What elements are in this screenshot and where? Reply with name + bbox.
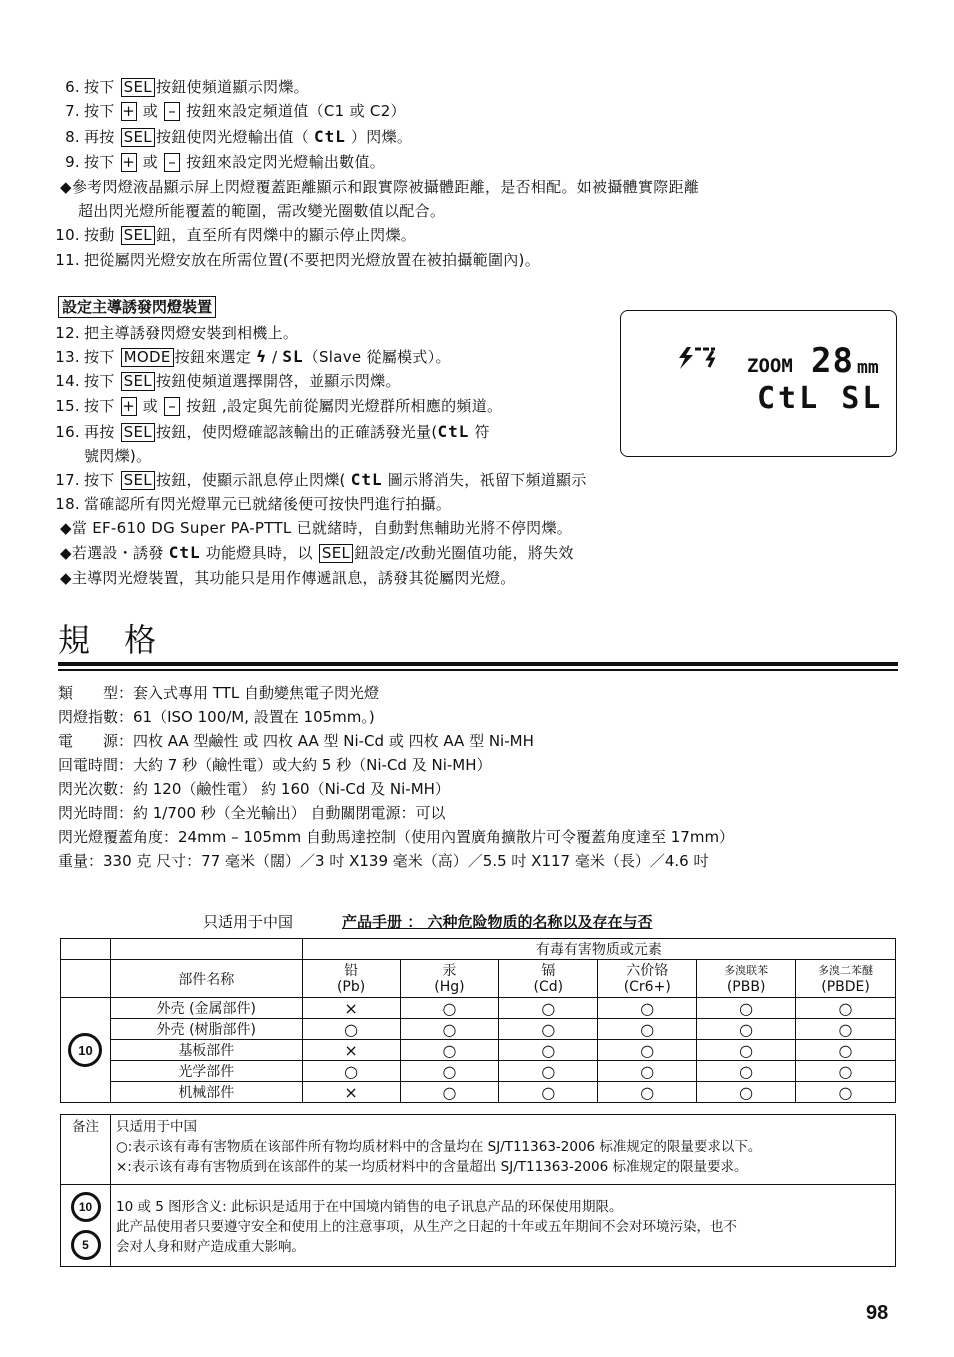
wireless-flash-icon <box>673 345 717 371</box>
table-row <box>61 998 896 1019</box>
substance-symbol: (Cr6+) <box>623 978 671 995</box>
text-run: 或 <box>137 397 164 415</box>
notes-label: 备注 <box>61 1115 111 1185</box>
text-run: （Slave 從屬模式）。 <box>303 348 451 366</box>
substance-mark: ○ <box>499 1040 598 1061</box>
substance-header <box>302 960 400 998</box>
plus-minus-box: + <box>122 102 136 120</box>
substance-mark: ○ <box>697 998 796 1019</box>
button-label-box: SEL <box>121 423 155 442</box>
plus-minus-box: – <box>164 397 180 416</box>
lcd-zoom-unit: mm <box>857 357 879 378</box>
spec-line: 類 型：套入式專用 TTL 自動變焦電子閃光燈 <box>58 684 379 702</box>
step-line <box>52 396 502 416</box>
step-number: 11. <box>55 251 80 269</box>
substance-name: 多溴二苯醚 <box>818 963 874 977</box>
substance-header <box>796 960 896 998</box>
part-name: 外壳 (树脂部件) <box>110 1019 302 1040</box>
substance-mark: ○ <box>499 1061 598 1082</box>
substance-mark: × <box>302 1082 400 1103</box>
notes-line-4: 10 或 5 图形含义: 此标识是适用于在中国境内销售的电子讯息产品的环保使用期限。 <box>116 1199 623 1215</box>
bullet-line <box>60 568 516 588</box>
step-line <box>52 101 406 121</box>
text-run: 按下 <box>84 397 120 415</box>
step-number: 17. <box>55 471 80 489</box>
substance-symbol: (Cd) <box>533 978 564 995</box>
heading-rule-thin <box>58 669 898 671</box>
blank-header-cell <box>61 960 111 998</box>
text-run: 再按 <box>84 423 120 441</box>
text-run: 按下 <box>84 153 120 171</box>
part-name: 外壳 (金属部件) <box>110 998 302 1019</box>
button-label-box: SEL <box>121 128 155 147</box>
plus-minus-box: – <box>164 102 180 121</box>
substance-mark: ○ <box>400 1040 499 1061</box>
part-name: 基板部件 <box>110 1040 302 1061</box>
substance-mark: ○ <box>796 1082 896 1103</box>
substance-header <box>499 960 598 998</box>
button-label-box: SEL <box>121 226 155 245</box>
step-line <box>52 152 385 172</box>
text-run: ◆若選設・誘發 <box>60 544 169 562</box>
spec-line: 閃光時間：約 1/700 秒（全光輸出） 自動關閉電源：可以 <box>58 804 446 822</box>
plus-minus-box: + <box>122 153 136 171</box>
substance-header <box>697 960 796 998</box>
note-text-1: 參考閃燈液晶顯示屏上閃燈覆蓋距離顯示和跟實際被攝體距離，是否相配。如被攝體實際距離 <box>71 178 700 196</box>
button-label-box: MODE <box>121 348 174 367</box>
text-run: 按鈕使閃光燈輸出值（ <box>155 128 315 146</box>
step-number: 15. <box>55 397 80 415</box>
step-number: 14. <box>55 372 80 390</box>
substance-mark: ○ <box>499 998 598 1019</box>
lcd-symbol: SL <box>282 347 304 366</box>
notes-line-2: ○:表示该有毒有害物质在该部件所有物均质材料中的含量均在 SJ/T11363-2006 标准规定的限量要求以下。 <box>116 1139 762 1155</box>
text-run: 鈕，直至所有閃爍中的顯示停止閃爍。 <box>155 226 417 244</box>
notes-line-1: 只适用于中国 <box>116 1119 197 1135</box>
substance-mark: × <box>302 1040 400 1061</box>
table-row <box>61 1040 896 1061</box>
substance-mark: ○ <box>796 1040 896 1061</box>
spec-line: 閃光燈覆蓋角度：24mm – 105mm 自動馬達控制（使用內置廣角擴散片可令覆蓋角度達至 17mm） <box>58 828 735 846</box>
heading-rule-thick <box>58 662 898 666</box>
lcd-panel <box>620 310 897 457</box>
text-run: 鈕設定/改動光圈值功能，將失效 <box>354 544 574 562</box>
step-number: 7. <box>65 102 80 120</box>
step-number: 8. <box>65 128 80 146</box>
step-number: 12. <box>55 324 80 342</box>
step-line <box>52 77 309 97</box>
notes-line-5: 此产品使用者只要遵守安全和使用上的注意事项，从生产之日起的十年或五年期间不会对环境污染，也不 <box>116 1219 737 1235</box>
text-run: 或 <box>137 102 164 120</box>
lcd-status-line: CtL SL <box>757 381 884 416</box>
text-run: 按鈕使頻道選擇開啓，並顯示閃爍。 <box>155 372 401 390</box>
substance-mark: ○ <box>796 1019 896 1040</box>
corner-cell <box>61 939 111 960</box>
substance-mark: ○ <box>796 1061 896 1082</box>
substance-mark: ○ <box>499 1082 598 1103</box>
text-run: 功能燈具時，以 <box>200 544 318 562</box>
step-number: 18. <box>55 495 80 513</box>
table-row <box>61 1082 896 1103</box>
text-run: 按下 <box>84 102 120 120</box>
group-header: 有毒有害物质或元素 <box>302 939 895 960</box>
substance-symbol: (PBDE) <box>821 978 870 995</box>
substance-mark: ○ <box>499 1019 598 1040</box>
step-line <box>52 470 587 490</box>
text-run: ◆當 EF-610 DG Super PA-PTTL 已就緒時，自動對焦輔助光將不停閃爍。 <box>60 519 573 537</box>
text-run: 按鈕，使顯示訊息停止閃爍( <box>155 471 351 489</box>
substance-mark: ○ <box>302 1019 400 1040</box>
plus-minus-box: – <box>164 153 180 172</box>
substance-name: 汞 <box>442 962 457 979</box>
part-name: 机械部件 <box>110 1082 302 1103</box>
text-run: 按下 <box>84 78 120 96</box>
notes-line-3: ×:表示该有毒有害物质到在该部件的某一均质材料中的含量超出 SJ/T11363-2006 标准规定的限量要求。 <box>116 1159 748 1175</box>
bullet-glyph: ◆ <box>60 178 72 196</box>
text-run: 按鈕來選定 <box>174 348 257 366</box>
note-bullet-a <box>60 177 699 197</box>
lcd-symbol: CtL <box>168 543 201 562</box>
substance-mark: × <box>302 998 400 1019</box>
button-label-box: SEL <box>121 372 155 391</box>
text-run: 按鈕來設定閃光燈輸出數值。 <box>181 153 386 171</box>
step-number: 13. <box>55 348 80 366</box>
substance-mark: ○ <box>598 998 697 1019</box>
china-table-title: 产品手册 ： 六种危险物质的名称以及存在与否 <box>342 913 653 931</box>
efup-5-label: 5 <box>82 1237 89 1252</box>
button-label-box: SEL <box>121 471 155 490</box>
substance-name: 铅 <box>344 962 359 979</box>
step-line <box>52 494 451 514</box>
substance-mark: ○ <box>400 1082 499 1103</box>
text-run: 號閃爍)。 <box>84 447 152 465</box>
page-number: 98 <box>866 1302 889 1324</box>
corner-cell-2 <box>110 939 302 960</box>
efup-label: 10 <box>78 1042 93 1058</box>
text-run: / <box>266 348 283 366</box>
button-label-box: SEL <box>121 78 155 97</box>
text-run: 按動 <box>84 226 120 244</box>
text-run: 按鈕來設定頻道值（C1 或 C2） <box>181 102 406 120</box>
substance-header <box>400 960 499 998</box>
text-run: 圖示將消失，祇留下頻道顯示 <box>382 471 587 489</box>
step-line <box>52 347 451 367</box>
hazardous-substance-table <box>60 938 896 1103</box>
efup-10-label: 10 <box>78 1199 93 1214</box>
text-run: 按下 <box>84 471 120 489</box>
button-label-box: SEL <box>319 544 353 563</box>
substance-name: 多溴联苯 <box>724 963 769 977</box>
substance-mark: ○ <box>302 1061 400 1082</box>
step-line <box>52 250 540 270</box>
efup-10-icon <box>71 1192 101 1222</box>
efup-icon <box>68 1033 102 1067</box>
substance-mark: ○ <box>697 1061 796 1082</box>
substance-name: 镉 <box>541 962 556 979</box>
substance-mark: ○ <box>697 1040 796 1061</box>
text-run: ）閃爍。 <box>345 128 413 146</box>
step-number: 6. <box>65 78 80 96</box>
spec-line: 電 源：四枚 AA 型鹼性 或 四枚 AA 型 Ni-Cd 或 四枚 AA 型 Ni-MH <box>58 732 534 750</box>
text-run: 按下 <box>84 372 120 390</box>
substance-name: 六价铬 <box>626 962 669 979</box>
spec-line: 閃光次數：約 120（鹼性電） 約 160（Ni-Cd 及 Ni-MH） <box>58 780 450 798</box>
text-run: 按下 <box>84 348 120 366</box>
text-run: 或 <box>137 153 164 171</box>
text-run: ◆主導閃光燈裝置，其功能只是用作傳遞訊息，誘發其從屬閃光燈。 <box>60 569 516 587</box>
lcd-symbol: ϟ <box>256 347 267 366</box>
substance-mark: ○ <box>697 1082 796 1103</box>
efup-cell <box>61 998 111 1103</box>
step-line <box>52 422 490 442</box>
bullet-line <box>60 543 574 563</box>
spec-line: 回電時間：大約 7 秒（鹼性電）或大約 5 秒（Ni-Cd 及 Ni-MH） <box>58 756 492 774</box>
note-text-2: 超出閃光燈所能覆蓋的範圍，需改變光圈數值以配合。 <box>78 202 446 220</box>
section-title: 設定主導誘發閃燈裝置 <box>58 296 216 318</box>
step-number: 16. <box>55 423 80 441</box>
china-only-label: 只适用于中国 <box>203 913 294 931</box>
table-row <box>61 1061 896 1082</box>
substance-mark: ○ <box>400 998 499 1019</box>
text-run: 符 <box>469 423 490 441</box>
substance-symbol: (PBB) <box>726 978 766 995</box>
lcd-symbol: CtL <box>350 470 383 489</box>
bullet-line <box>60 518 572 538</box>
table-row <box>61 1019 896 1040</box>
efup-5-icon <box>71 1230 101 1260</box>
step-line <box>52 127 412 147</box>
notes-table <box>60 1114 896 1267</box>
step-line <box>52 323 298 343</box>
lcd-zoom-value: 28 <box>811 341 854 381</box>
substance-mark: ○ <box>400 1061 499 1082</box>
substance-mark: ○ <box>796 998 896 1019</box>
lcd-zoom-label: ZOOM <box>747 355 793 377</box>
substance-mark: ○ <box>400 1019 499 1040</box>
text-run: 當確認所有閃光燈單元已就緒後便可按快門進行拍攝。 <box>84 495 452 513</box>
text-run: 把從屬閃光燈安放在所需位置(不要把閃光燈放置在被拍攝範圍內)。 <box>84 251 541 269</box>
substance-header <box>598 960 697 998</box>
text-run: 把主導誘發閃燈安裝到相機上。 <box>84 324 299 342</box>
lcd-symbol: CtL <box>314 127 346 146</box>
spec-heading: 規 格 <box>58 621 169 659</box>
part-header: 部件名称 <box>110 960 302 998</box>
substance-mark: ○ <box>598 1061 697 1082</box>
step-line <box>52 446 151 466</box>
plus-minus-box: + <box>122 397 136 415</box>
step-line <box>52 225 416 245</box>
spec-line: 閃燈指數：61（ISO 100/M, 設置在 105mm。) <box>58 708 375 726</box>
substance-mark: ○ <box>697 1019 796 1040</box>
substance-mark: ○ <box>598 1019 697 1040</box>
text-run: 按鈕 ,設定與先前從屬閃光燈群所相應的頻道。 <box>181 397 503 415</box>
text-run: 再按 <box>84 128 120 146</box>
text-run: 按鈕使頻道顯示閃爍。 <box>155 78 309 96</box>
part-name: 光学部件 <box>110 1061 302 1082</box>
notes-line-6: 会对人身和财产造成重大影响。 <box>116 1239 305 1255</box>
lcd-symbol: CtL <box>437 422 470 441</box>
substance-symbol: (Pb) <box>336 978 366 995</box>
spec-line: 重量：330 克 尺寸：77 毫米（闊）／3 吋 X139 毫米（高）／5.5 吋 X117 毫米（長）／4.6 吋 <box>58 852 709 870</box>
substance-mark: ○ <box>598 1082 697 1103</box>
step-number: 10. <box>55 226 80 244</box>
step-line <box>52 371 401 391</box>
step-number: 9. <box>65 153 80 171</box>
text-run: 按鈕，使閃燈確認該輸出的正確誘發光量( <box>155 423 438 441</box>
substance-mark: ○ <box>598 1040 697 1061</box>
substance-symbol: (Hg) <box>434 978 465 995</box>
